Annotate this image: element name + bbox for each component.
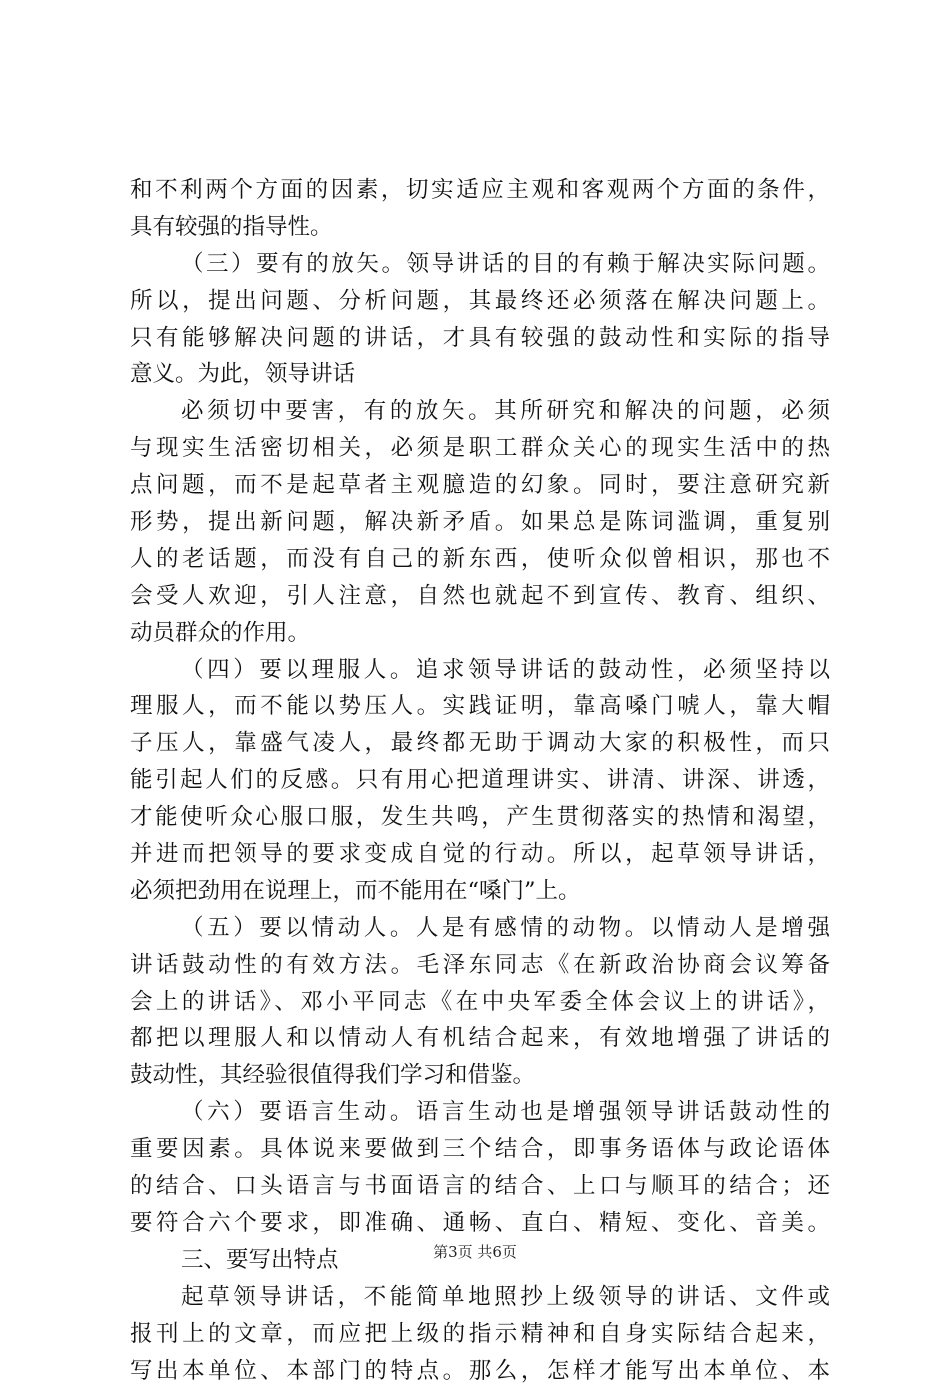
text-line: 形势，提出新问题，解决新矛盾。如果总是陈词滥调，重复别 — [130, 504, 830, 541]
text-line: 才能使听众心服口服，发生共鸣，产生贯彻落实的热情和渴望， — [130, 799, 830, 836]
text-line: 三、要写出特点 — [130, 1242, 830, 1279]
text-line: 鼓动性，其经验很值得我们学习和借鉴。 — [130, 1057, 830, 1094]
text-line: 子压人，靠盛气凌人，最终都无助于调动大家的积极性，而只 — [130, 725, 830, 762]
text-line: 点问题，而不是起草者主观臆造的幻象。同时，要注意研究新 — [130, 467, 830, 504]
text-line: （五）要以情动人。人是有感情的动物。以情动人是增强 — [130, 910, 830, 947]
text-line: 具有较强的指导性。 — [130, 209, 830, 246]
text-line: （六）要语言生动。语言生动也是增强领导讲话鼓动性的 — [130, 1094, 830, 1131]
page-footer: 第3页 共6页 — [0, 1242, 950, 1262]
text-line: 只有能够解决问题的讲话，才具有较强的鼓动性和实际的指导 — [130, 320, 830, 357]
text-line: 必须切中要害，有的放矢。其所研究和解决的问题，必须 — [130, 393, 830, 430]
text-line: 意义。为此，领导讲话 — [130, 356, 830, 393]
text-line: 人的老话题，而没有自己的新东西，使听众似曾相识，那也不 — [130, 541, 830, 578]
text-line: （四）要以理服人。追求领导讲话的鼓动性，必须坚持以 — [130, 652, 830, 689]
text-line: 会受人欢迎，引人注意，自然也就起不到宣传、教育、组织、 — [130, 578, 830, 615]
text-line: 报刊上的文章，而应把上级的指示精神和自身实际结合起来， — [130, 1316, 830, 1353]
text-line: 能引起人们的反感。只有用心把道理讲实、讲清、讲深、讲透， — [130, 762, 830, 799]
text-line: （三）要有的放矢。领导讲话的目的有赖于解决实际问题。 — [130, 246, 830, 283]
text-line: 的结合、口头语言与书面语言的结合、上口与顺耳的结合；还 — [130, 1168, 830, 1205]
text-line: 所以，提出问题、分析问题，其最终还必须落在解决问题上。 — [130, 283, 830, 320]
text-line: 写出本单位、本部门的特点。那么，怎样才能写出本单位、本 — [130, 1353, 830, 1389]
text-line: 讲话鼓动性的有效方法。毛泽东同志《在新政治协商会议筹备 — [130, 947, 830, 984]
body-text — [130, 172, 830, 1389]
text-line: 都把以理服人和以情动人有机结合起来，有效地增强了讲话的 — [130, 1020, 830, 1057]
text-line: 必须把劲用在说理上，而不能用在“嗓门”上。 — [130, 873, 830, 910]
text-line: 重要因素。具体说来要做到三个结合，即事务语体与政论语体 — [130, 1131, 830, 1168]
text-line: 并进而把领导的要求变成自觉的行动。所以，起草领导讲话， — [130, 836, 830, 873]
text-line: 会上的讲话》、邓小平同志《在中央军委全体会议上的讲话》， — [130, 984, 830, 1021]
text-line: 起草领导讲话，不能简单地照抄上级领导的讲话、文件或 — [130, 1279, 830, 1316]
text-line: 和不利两个方面的因素，切实适应主观和客观两个方面的条件， — [130, 172, 830, 209]
text-line: 与现实生活密切相关，必须是职工群众关心的现实生活中的热 — [130, 430, 830, 467]
text-line: 要符合六个要求，即准确、通畅、直白、精短、变化、音美。 — [130, 1205, 830, 1242]
text-line: 理服人，而不能以势压人。实践证明，靠高嗓门唬人，靠大帽 — [130, 688, 830, 725]
text-line: 动员群众的作用。 — [130, 615, 830, 652]
